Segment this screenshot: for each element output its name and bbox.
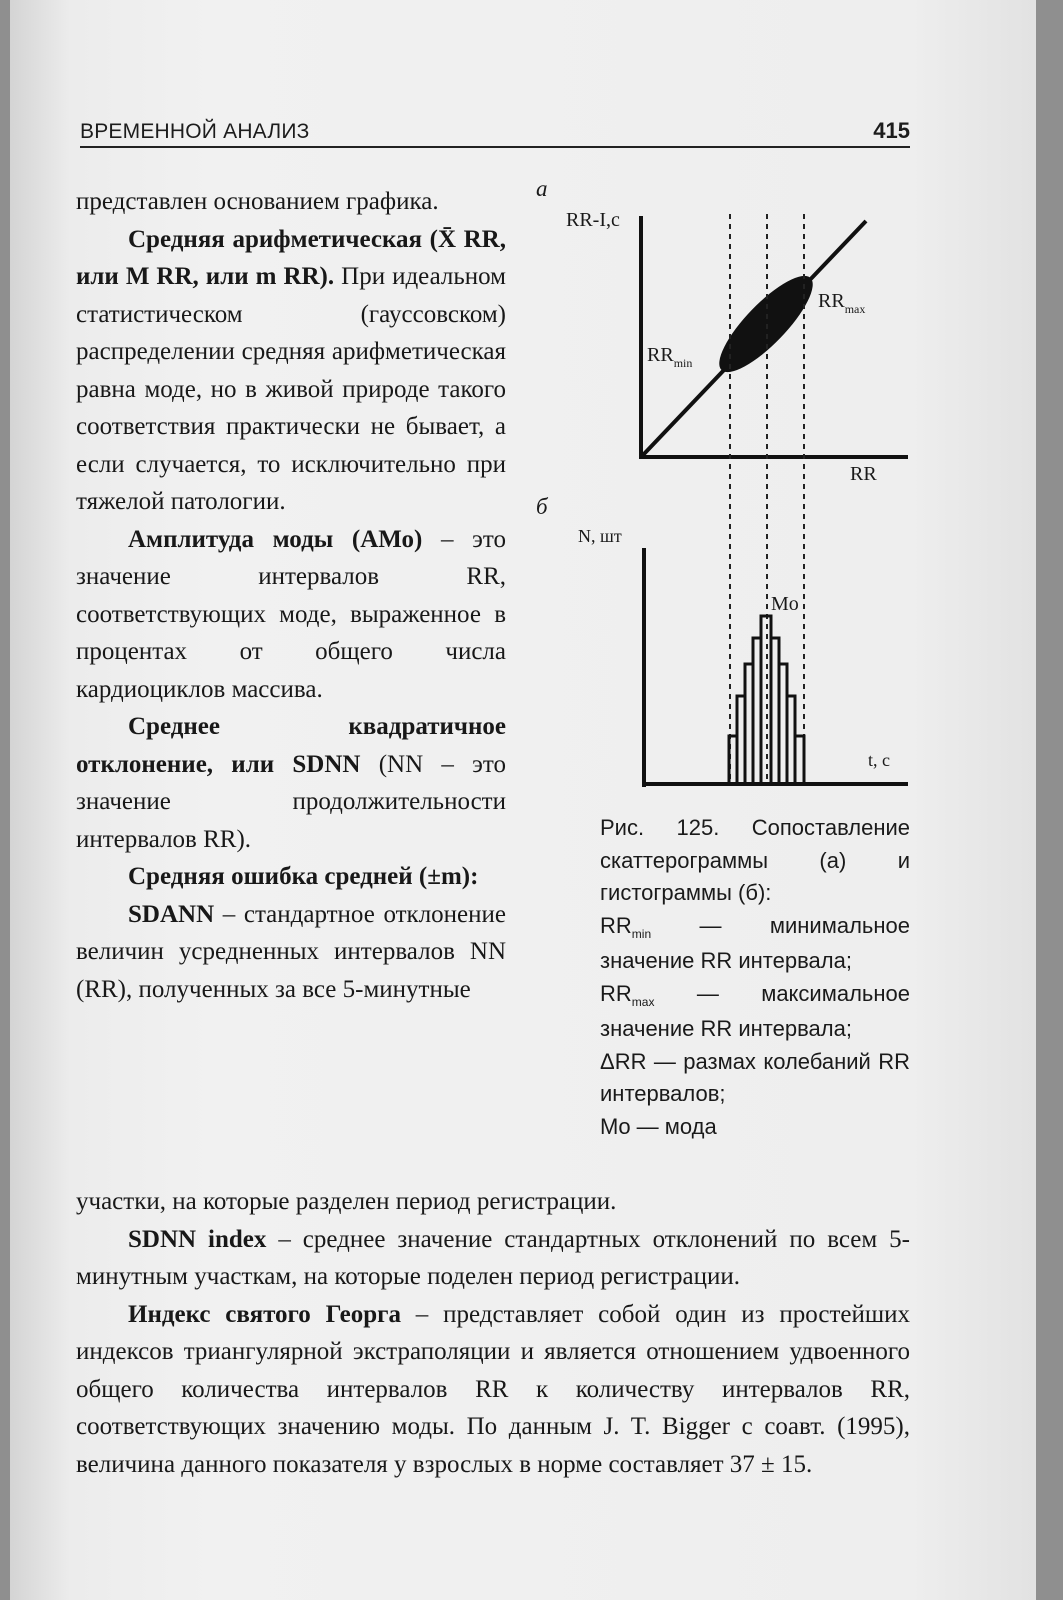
left-column-text	[76, 183, 506, 1008]
term-sdnn: Среднее квадратичное отклонение, или SDNN	[76, 713, 506, 778]
caption-rrmin-main: RR	[600, 912, 632, 938]
book-page	[10, 0, 1036, 1600]
rrmin-label-main: RR	[647, 344, 674, 366]
figure-graphics	[530, 176, 920, 796]
paragraph-m	[76, 858, 506, 896]
definition-sdnn-index: – среднее значение стандартных отклонений по всем 5-минутным участкам, на которые поделен период регистрации.	[76, 1225, 910, 1290]
paragraph-sdann-continued: участки, на которые разделен период регистрации.	[76, 1188, 617, 1215]
page-header	[80, 112, 910, 148]
caption-rrmax	[600, 978, 910, 1046]
paragraph-sdann	[76, 896, 506, 1009]
rrmin-label-sub: min	[673, 356, 693, 370]
caption-rrmax-main: RR	[600, 980, 632, 1006]
term-sdnn-index: SDNN index	[128, 1225, 267, 1253]
caption-rrmax-sub: max	[631, 994, 655, 1009]
rrmin-label	[647, 344, 693, 370]
page-number: 415	[873, 118, 910, 143]
rrmax-label	[818, 290, 866, 316]
figure-125	[530, 176, 920, 796]
caption-rrmin-text: — минимальное значение RR интервала;	[600, 912, 910, 973]
running-title: ВРЕМЕННОЙ АНАЛИЗ	[80, 120, 310, 143]
caption-rrmin-sub: min	[631, 926, 652, 941]
term-amo: Амплитуда моды (АМо)	[128, 525, 423, 553]
rrmax-label-main: RR	[818, 290, 845, 312]
rrmax-label-sub: max	[844, 302, 866, 316]
paragraph-sdnn	[76, 708, 506, 858]
term-m: Средняя ошибка средней (±m):	[128, 863, 479, 890]
paragraph-sdnn-index	[76, 1221, 910, 1296]
term-mean: Средняя арифметическая (X̄ RR, или M RR, или m RR).	[76, 225, 506, 290]
paragraph-mean	[76, 221, 506, 521]
mode-label: Mo	[771, 593, 799, 615]
panel-a-y-axis-label: RR-I,c	[566, 209, 620, 231]
paragraph-amo	[76, 521, 506, 709]
panel-b-x-axis-label: t, c	[868, 750, 890, 770]
histogram-bar	[795, 736, 804, 784]
caption-delta: ΔRR — размах колебаний RR интервалов;	[600, 1048, 910, 1106]
figure-caption	[600, 812, 910, 1143]
paragraph: представлен основанием графика.	[76, 188, 439, 215]
definition-sdann: – стандартное отклонение величин усредненных интервалов NN (RR), полученных за все 5-минутные	[76, 900, 506, 1003]
paragraph-st-george	[76, 1296, 910, 1484]
term-sdann: SDANN	[128, 900, 215, 928]
definition-amo: – это значение интервалов RR, соответствующих моде, выраженное в процентах от общего числа кардиоциклов массива.	[76, 525, 507, 703]
caption-mo: Mo — мода	[600, 1113, 717, 1139]
panel-a-x-axis-label: RR	[850, 463, 877, 485]
caption-rrmax-text: — максимальное значение RR интервала;	[600, 980, 910, 1041]
panel-a-label: а	[536, 176, 548, 201]
term-st-george: Индекс святого Георга	[128, 1300, 401, 1328]
panel-b-label: б	[536, 494, 548, 519]
definition-st-george: – представляет собой один из простейших индексов триангулярной экстраполяции и является отношением удвоенного общего количества интервалов RR к количеству интервалов RR, соответствующих значению моды. По данным J. T. Bigger с соавт. (1995), величина данного показателя у взрослых в норме составляет 37 ± 15.	[76, 1300, 910, 1478]
definition-mean: При идеальном статистическом (гауссовском) распределении средняя арифметическая равна моде, но в живой природе такого соответствия практически не бывает, а если случается, то исключительно при тяжелой патологии.	[76, 263, 506, 515]
full-width-text	[76, 1183, 910, 1483]
panel-b-y-axis-label: N, шт	[578, 526, 622, 546]
caption-title: Рис. 125. Сопоставление скаттерограммы (а) и гистограммы (б):	[600, 815, 910, 905]
definition-sdnn: (NN – это значение продолжительности интервалов RR).	[76, 750, 507, 853]
caption-rrmin	[600, 910, 910, 978]
